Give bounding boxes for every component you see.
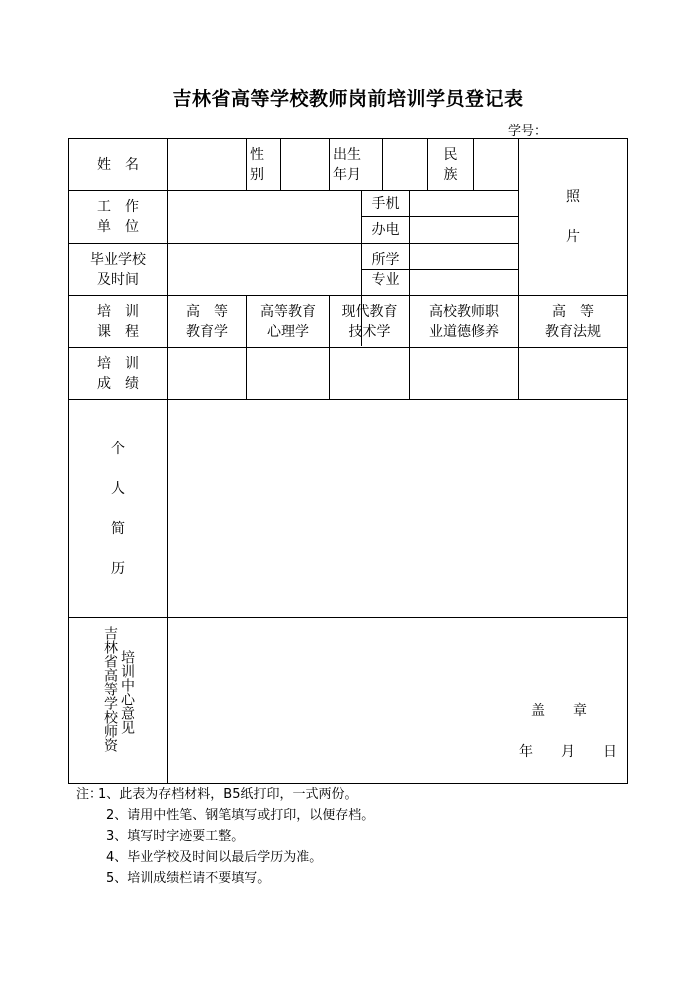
resume-field[interactable] (168, 400, 627, 617)
opinion-label (69, 618, 167, 783)
office-phone-field[interactable] (410, 217, 518, 243)
note-item: 4、毕业学校及时间以最后学历为准。 (106, 850, 323, 865)
graduation-school-label: 毕业学校 及时间 (90, 251, 146, 288)
resume-label: 个 人 简 历 (111, 440, 125, 577)
course-higher-education: 高 等 教育学 (186, 303, 228, 340)
mobile-label: 手机 (371, 195, 400, 212)
graduation-school-field[interactable] (168, 244, 361, 295)
birth-label: 出生 年月 (333, 146, 361, 183)
gender-field[interactable] (281, 139, 329, 190)
scores-label: 培 训 成 绩 (97, 355, 139, 392)
student-number-label: 学号： (508, 124, 548, 139)
course-educational-psychology: 高等教育 心理学 (260, 303, 316, 340)
work-unit-label: 工 作 单 位 (97, 199, 139, 235)
course-education-law: 高 等 教育法规 (545, 303, 601, 340)
note-item: 3、填写时字迹要工整。 (106, 829, 245, 844)
office-phone-label: 办电 (371, 222, 400, 238)
note-item: 5、培训成绩栏请不要填写。 (106, 871, 271, 886)
major-label: 所学 专业 (371, 251, 400, 288)
courses-label: 培 训 课 程 (97, 303, 139, 340)
gender-label: 性 别 (250, 146, 264, 183)
score-field-5[interactable] (519, 348, 627, 399)
score-field-2[interactable] (247, 348, 329, 399)
mobile-field[interactable] (410, 191, 518, 216)
ethnicity-field[interactable] (474, 139, 518, 190)
opinion-label-line-1: 吉林省高等学校师资 (102, 626, 118, 752)
birth-field[interactable] (383, 139, 427, 190)
note-item: 注：1、此表为存档材料，B5纸打印，一式两份。 (76, 784, 374, 805)
notes-prefix: 注： (76, 787, 103, 802)
registration-form (68, 138, 628, 784)
course-educational-technology: 现代教育 技术学 (341, 303, 398, 340)
date-label: 年 月 日 (519, 744, 617, 760)
work-unit-field[interactable] (168, 191, 361, 243)
course-professional-ethics: 高校教师职 业道德修养 (429, 303, 499, 340)
score-field-4[interactable] (410, 348, 518, 399)
ethnicity-label: 民 族 (443, 146, 458, 183)
photo-box[interactable]: 照 片 (566, 189, 580, 245)
form-title: 吉林省高等学校教师岗前培训学员登记表 (172, 88, 524, 110)
name-field[interactable] (168, 139, 246, 190)
major-field[interactable] (410, 244, 518, 295)
score-field-3[interactable] (330, 348, 409, 399)
opinion-label-line-2: 培训中心意见 (119, 650, 135, 734)
note-item: 2、请用中性笔、钢笔填写或打印，以便存档。 (106, 808, 375, 823)
score-field-1[interactable] (168, 348, 246, 399)
notes (76, 784, 374, 889)
seal-label: 盖 章 (531, 703, 587, 719)
name-label: 姓 名 (97, 156, 139, 173)
